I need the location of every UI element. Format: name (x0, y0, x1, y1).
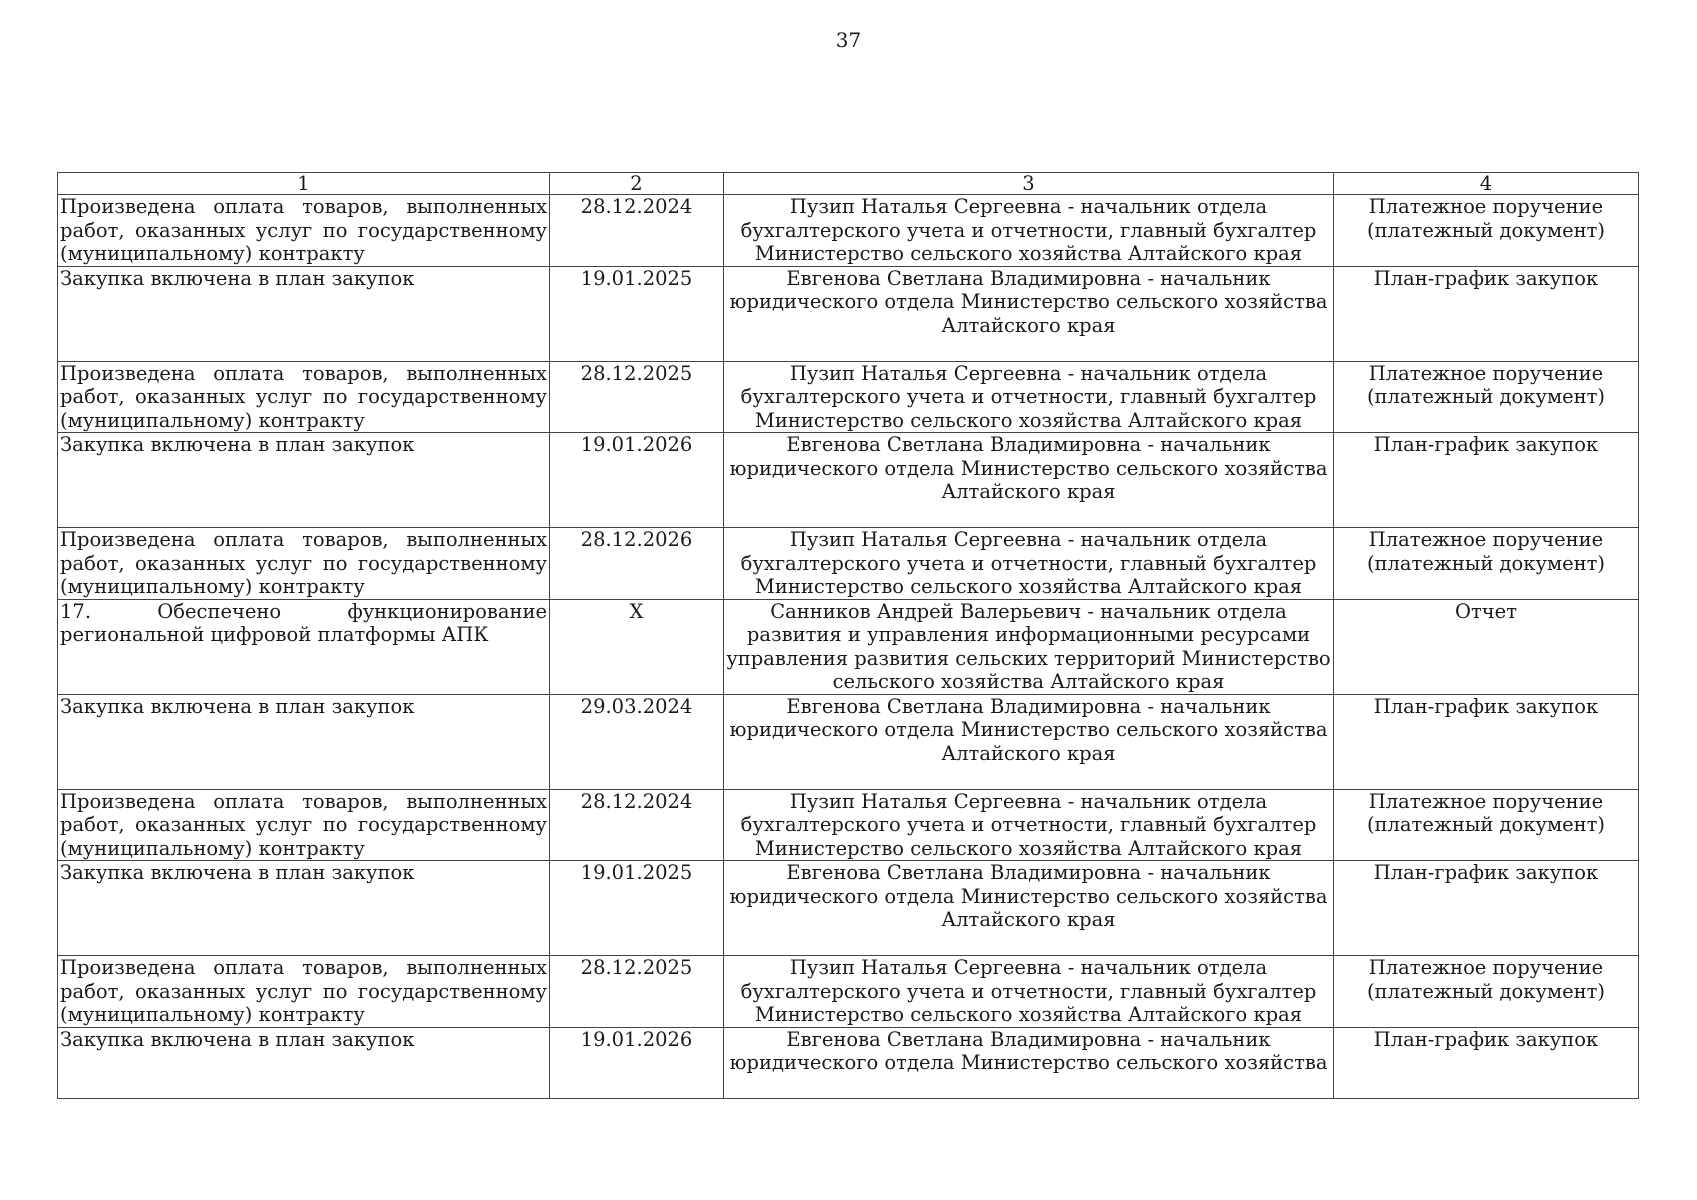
event-cell: Произведена оплата товаров, выполненных работ, оказанных услуг по государственному (муниципальному) контракту (58, 361, 550, 433)
date-cell: 19.01.2026 (550, 1027, 724, 1098)
column-header-2: 2 (550, 173, 724, 195)
document-cell: План-график закупок (1334, 266, 1639, 361)
event-cell: Закупка включена в план закупок (58, 694, 550, 789)
date-cell: 19.01.2025 (550, 266, 724, 361)
document-cell: План-график закупок (1334, 1027, 1639, 1098)
table-row (58, 694, 1639, 789)
event-cell: Произведена оплата товаров, выполненных работ, оказанных услуг по государственному (муниципальному) контракту (58, 789, 550, 861)
table-header-row (58, 173, 1639, 195)
table-row (58, 599, 1639, 694)
column-header-1: 1 (58, 173, 550, 195)
event-cell: 17. Обеспечено функционирование региональной цифровой платформы АПК (58, 599, 550, 694)
date-cell: 28.12.2025 (550, 956, 724, 1028)
event-cell: Закупка включена в план закупок (58, 433, 550, 528)
document-cell: План-график закупок (1334, 694, 1639, 789)
date-cell: 28.12.2026 (550, 528, 724, 600)
event-cell: Произведена оплата товаров, выполненных работ, оказанных услуг по государственному (муниципальному) контракту (58, 195, 550, 267)
document-cell: План-график закупок (1334, 433, 1639, 528)
column-header-3: 3 (724, 173, 1334, 195)
responsible-cell: Евгенова Светлана Владимировна - начальник юридического отдела Министерство сельского хозяйства (724, 1027, 1334, 1098)
table-row (58, 528, 1639, 600)
table-row (58, 195, 1639, 267)
date-cell: 19.01.2026 (550, 433, 724, 528)
table-row (58, 861, 1639, 956)
responsible-cell: Евгенова Светлана Владимировна - начальник юридического отдела Министерство сельского хозяйства Алтайского края (724, 266, 1334, 361)
date-cell: 19.01.2025 (550, 861, 724, 956)
page-number: 37 (835, 28, 862, 52)
event-cell: Закупка включена в план закупок (58, 861, 550, 956)
table-row (58, 956, 1639, 1028)
document-cell: Платежное поручение (платежный документ) (1334, 789, 1639, 861)
responsible-cell: Евгенова Светлана Владимировна - начальник юридического отдела Министерство сельского хозяйства Алтайского края (724, 433, 1334, 528)
column-header-4: 4 (1334, 173, 1639, 195)
responsible-cell: Пузип Наталья Сергеевна - начальник отдела бухгалтерского учета и отчетности, главный бухгалтер Министерство сельского хозяйства Алтайского края (724, 361, 1334, 433)
table-row (58, 433, 1639, 528)
responsible-cell: Пузип Наталья Сергеевна - начальник отдела бухгалтерского учета и отчетности, главный бухгалтер Министерство сельского хозяйства Алтайского края (724, 195, 1334, 267)
responsible-cell: Пузип Наталья Сергеевна - начальник отдела бухгалтерского учета и отчетности, главный бухгалтер Министерство сельского хозяйства Алтайского края (724, 528, 1334, 600)
responsible-cell: Евгенова Светлана Владимировна - начальник юридического отдела Министерство сельского хозяйства Алтайского края (724, 861, 1334, 956)
responsible-cell: Пузип Наталья Сергеевна - начальник отдела бухгалтерского учета и отчетности, главный бухгалтер Министерство сельского хозяйства Алтайского края (724, 789, 1334, 861)
event-cell: Закупка включена в план закупок (58, 1027, 550, 1098)
document-cell: Платежное поручение (платежный документ) (1334, 361, 1639, 433)
date-cell: 28.12.2025 (550, 361, 724, 433)
table-row (58, 361, 1639, 433)
document-cell: Платежное поручение (платежный документ) (1334, 195, 1639, 267)
document-cell: Платежное поручение (платежный документ) (1334, 528, 1639, 600)
date-cell: 29.03.2024 (550, 694, 724, 789)
document-cell: План-график закупок (1334, 861, 1639, 956)
date-cell: X (550, 599, 724, 694)
table-row (58, 266, 1639, 361)
schedule-table (57, 172, 1639, 1099)
date-cell: 28.12.2024 (550, 789, 724, 861)
responsible-cell: Евгенова Светлана Владимировна - начальник юридического отдела Министерство сельского хозяйства Алтайского края (724, 694, 1334, 789)
table-row (58, 1027, 1639, 1098)
document-cell: Платежное поручение (платежный документ) (1334, 956, 1639, 1028)
document-cell: Отчет (1334, 599, 1639, 694)
responsible-cell: Пузип Наталья Сергеевна - начальник отдела бухгалтерского учета и отчетности, главный бухгалтер Министерство сельского хозяйства Алтайского края (724, 956, 1334, 1028)
table-row (58, 789, 1639, 861)
event-cell: Закупка включена в план закупок (58, 266, 550, 361)
event-cell: Произведена оплата товаров, выполненных работ, оказанных услуг по государственному (муниципальному) контракту (58, 528, 550, 600)
responsible-cell: Санников Андрей Валерьевич - начальник отдела развития и управления информационными ресурсами управления развития сельских территорий Министерство сельского хозяйства Алтайского края (724, 599, 1334, 694)
date-cell: 28.12.2024 (550, 195, 724, 267)
event-cell: Произведена оплата товаров, выполненных работ, оказанных услуг по государственному (муниципальному) контракту (58, 956, 550, 1028)
